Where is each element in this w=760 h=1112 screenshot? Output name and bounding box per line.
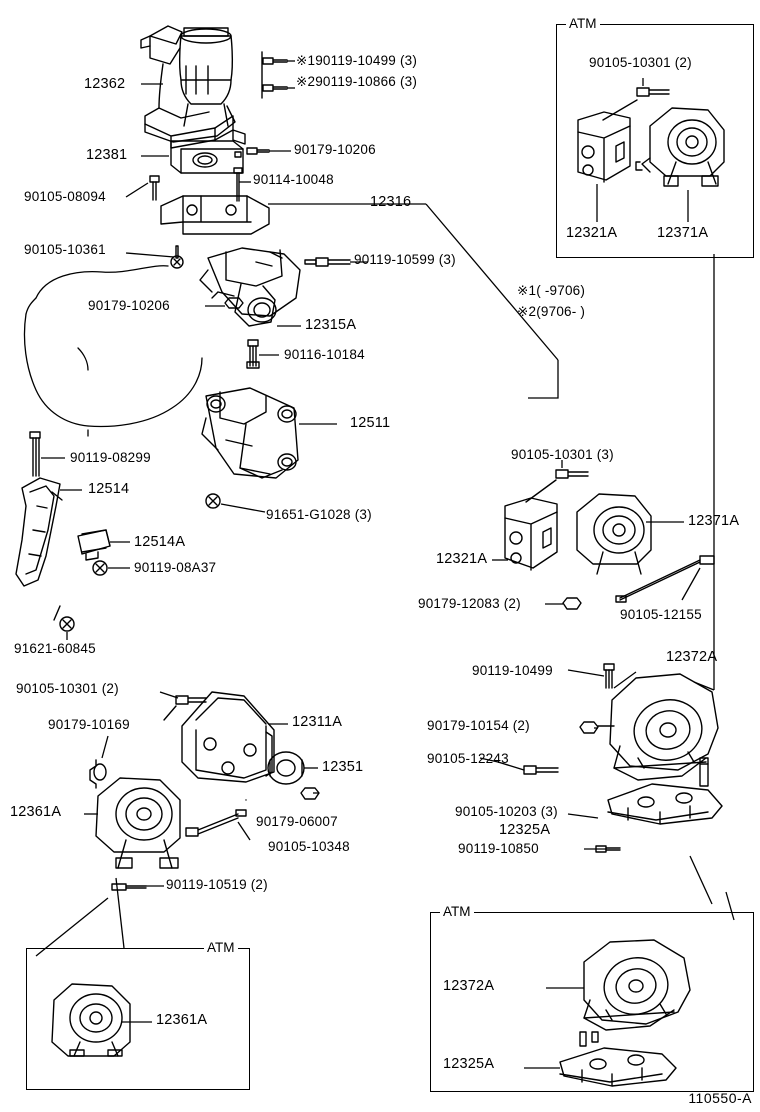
nut-90179-10206-b xyxy=(225,298,243,308)
bolt-90179-10206-a xyxy=(247,148,269,154)
label-90119-10499-br: 90119-10499 xyxy=(472,663,553,678)
label-190119-10499: ※190119-10499 (3) xyxy=(296,53,418,68)
part-12514A-shape xyxy=(78,530,110,560)
inset-box-bottom-left xyxy=(26,948,250,1090)
label-note-2: ※2(9706- ) xyxy=(517,304,586,319)
label-90105-08094: 90105-08094 xyxy=(24,189,106,204)
inset-label-atm-bottom-left: ATM xyxy=(204,940,238,955)
label-90105-10301-top: 90105-10301 (2) xyxy=(589,55,692,70)
label-90105-10301-bl: 90105-10301 (2) xyxy=(16,681,119,696)
label-90119-08299: 90119-08299 xyxy=(70,450,151,465)
stud-90116-10184 xyxy=(247,340,259,368)
label-12321A-mid: 12321A xyxy=(436,551,488,567)
label-12511: 12511 xyxy=(350,415,391,431)
label-90179-10206-b: 90179-10206 xyxy=(88,298,170,313)
label-90179-10169: 90179-10169 xyxy=(48,717,130,732)
engine-outline xyxy=(24,266,202,436)
label-90105-10348: 90105-10348 xyxy=(268,839,350,854)
label-90179-12083: 90179-12083 (2) xyxy=(418,596,521,611)
diagram-footer-code: 110550-A xyxy=(688,1090,752,1106)
label-90179-10154: 90179-10154 (2) xyxy=(427,718,530,733)
label-12514: 12514 xyxy=(88,481,130,497)
bolt-190119-10499 xyxy=(263,58,287,64)
label-91651-G1028: 91651-G1028 (3) xyxy=(266,507,372,522)
label-12325A: 12325A xyxy=(499,822,551,838)
label-12371A-mid: 12371A xyxy=(688,513,740,529)
label-note-1: ※1( -9706) xyxy=(517,283,586,298)
label-12381: 12381 xyxy=(86,147,128,163)
label-90179-06007: 90179-06007 xyxy=(256,814,338,829)
bolt-290119-10866 xyxy=(263,85,287,91)
inset-label-atm-top: ATM xyxy=(566,16,600,31)
label-91621-60845: 91621-60845 xyxy=(14,641,96,656)
label-90114-10048: 90114-10048 xyxy=(253,172,334,187)
label-90105-10301-mid: 90105-10301 (3) xyxy=(511,447,614,462)
label-12311A: 12311A xyxy=(292,714,343,730)
label-90179-10206-a: 90179-10206 xyxy=(294,142,376,157)
label-12315A: 12315A xyxy=(305,317,357,333)
mid-right-parts xyxy=(505,470,714,609)
bolt-90119-10599 xyxy=(305,258,350,266)
part-12511-shape xyxy=(202,388,298,478)
washer-90119-08A37 xyxy=(93,561,107,575)
label-12514A: 12514A xyxy=(134,534,186,550)
label-12316: 12316 xyxy=(370,194,412,210)
label-12361A-inset: 12361A xyxy=(156,1012,208,1028)
part-12315A-shape xyxy=(200,248,300,326)
label-12325A-inset: 12325A xyxy=(443,1056,495,1072)
label-90116-10184: 90116-10184 xyxy=(284,347,365,362)
label-12351: 12351 xyxy=(322,759,364,775)
label-90119-10850: 90119-10850 xyxy=(458,841,539,856)
label-12362: 12362 xyxy=(84,76,126,92)
label-90105-10361: 90105-10361 xyxy=(24,242,106,257)
label-12372A: 12372A xyxy=(666,649,718,665)
label-90105-12155: 90105-12155 xyxy=(620,607,702,622)
washer-91651-G1028 xyxy=(206,494,220,508)
label-12361A: 12361A xyxy=(10,804,62,820)
label-290119-10866: ※290119-10866 (3) xyxy=(296,74,418,89)
bolt-90105-08094 xyxy=(150,176,159,200)
part-12514-shape xyxy=(16,478,62,586)
part-12316-shape xyxy=(161,196,269,234)
label-90105-10203: 90105-10203 (3) xyxy=(455,804,558,819)
part-12362-shape xyxy=(141,26,245,148)
label-12321A-top: 12321A xyxy=(566,225,618,241)
label-90119-10519: 90119-10519 (2) xyxy=(166,877,268,892)
bolt-90119-08299 xyxy=(30,432,40,476)
inset-label-atm-bottom-right: ATM xyxy=(440,904,474,919)
label-90105-12243: 90105-12243 xyxy=(427,751,509,766)
label-90119-08A37: 90119-08A37 xyxy=(134,560,217,575)
label-90119-10599: 90119-10599 (3) xyxy=(354,252,456,267)
label-12371A-top: 12371A xyxy=(657,225,709,241)
washer-91621-60845 xyxy=(60,617,74,631)
label-12372A-inset: 12372A xyxy=(443,978,495,994)
